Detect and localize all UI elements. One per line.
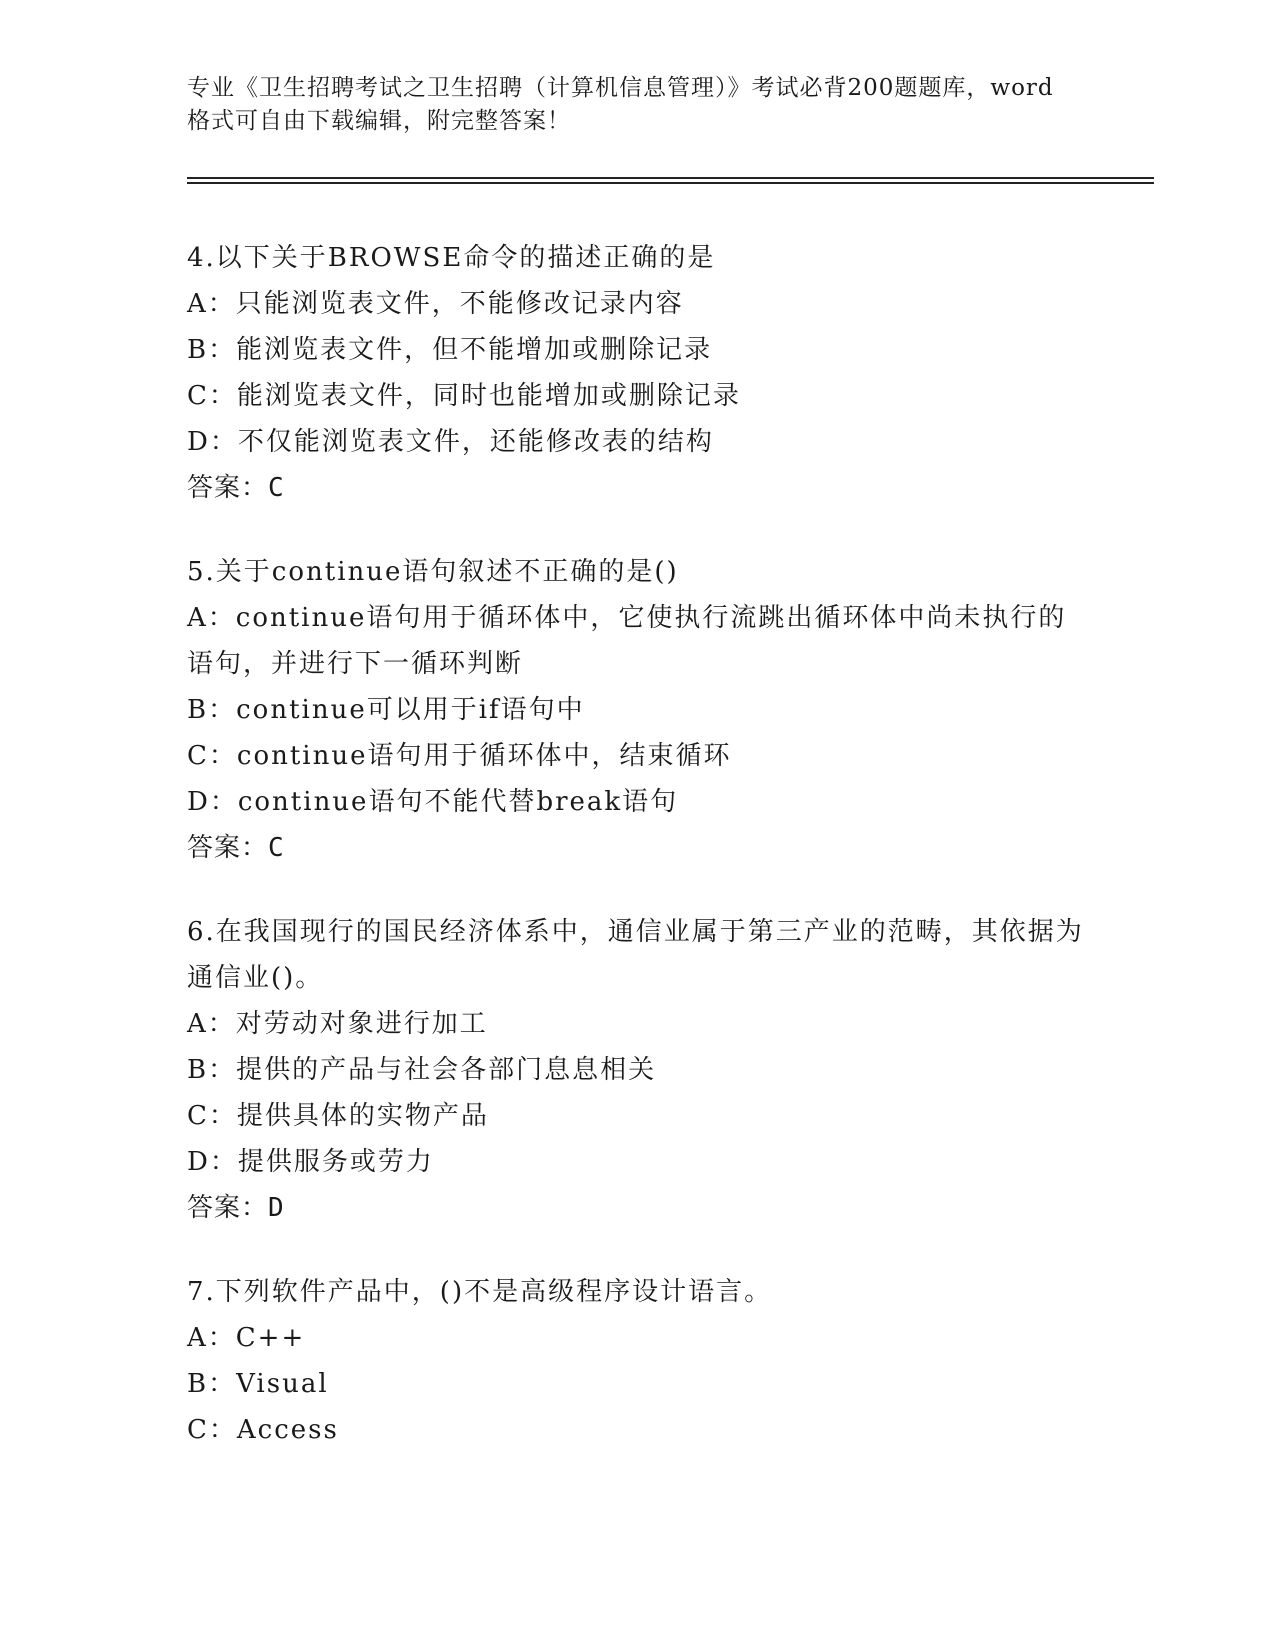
option-a: A：只能浏览表文件，不能修改记录内容 <box>187 289 684 319</box>
answer-label: 答案：C <box>187 473 285 503</box>
option-d: D：continue语句不能代替break语句 <box>187 787 679 817</box>
option-a: A：C++ <box>187 1323 306 1353</box>
answer-label: 答案：D <box>187 1193 285 1223</box>
question-stem: 5.关于continue语句叙述不正确的是() <box>187 557 679 587</box>
question-5 <box>187 549 1087 871</box>
option-b: B：Visual <box>187 1369 329 1399</box>
question-list <box>187 235 1087 1491</box>
option-c: C：能浏览表文件，同时也能增加或删除记录 <box>187 381 741 411</box>
question-4 <box>187 235 1087 511</box>
header-divider-bottom <box>187 182 1154 184</box>
option-c: C：Access <box>187 1415 339 1445</box>
option-a: A：对劳动对象进行加工 <box>187 1009 488 1039</box>
option-a: A：continue语句用于循环体中，它使执行流跳出循环体中尚未执行的语句，并进行下一循环判断 <box>187 603 1067 679</box>
document-header <box>187 72 1087 138</box>
option-b: B：continue可以用于if语句中 <box>187 695 585 725</box>
question-7 <box>187 1269 1087 1453</box>
question-stem: 6.在我国现行的国民经济体系中，通信业属于第三产业的范畴，其依据为通信业()。 <box>187 917 1084 993</box>
header-divider-top <box>187 177 1154 179</box>
header-title-line-1: 专业《卫生招聘考试之卫生招聘（计算机信息管理）》考试必背200题题库，word <box>187 75 1054 101</box>
question-stem: 7.下列软件产品中，()不是高级程序设计语言。 <box>187 1277 773 1307</box>
option-c: C：提供具体的实物产品 <box>187 1101 489 1131</box>
header-title-line-2: 格式可自由下载编辑，附完整答案！ <box>187 108 571 134</box>
question-6 <box>187 909 1087 1231</box>
option-b: B：能浏览表文件，但不能增加或删除记录 <box>187 335 713 365</box>
option-c: C：continue语句用于循环体中，结束循环 <box>187 741 732 771</box>
option-d: D：提供服务或劳力 <box>187 1147 434 1177</box>
option-b: B：提供的产品与社会各部门息息相关 <box>187 1055 657 1085</box>
answer-label: 答案：C <box>187 833 285 863</box>
option-d: D：不仅能浏览表文件，还能修改表的结构 <box>187 427 714 457</box>
question-stem: 4.以下关于BROWSE命令的描述正确的是 <box>187 243 716 273</box>
